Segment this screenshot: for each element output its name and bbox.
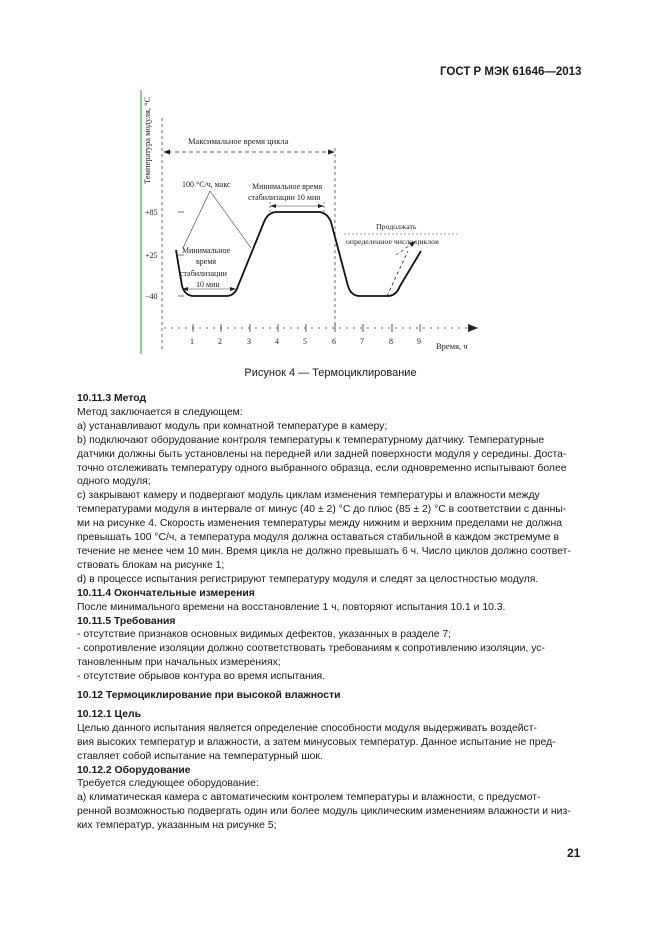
continue-label-line1: Продолжать [376,222,417,231]
paragraph: После минимального времени на восстановление 1 ч, повторяют испытания 10.1 и 10.3. [77,601,506,613]
paragraph: ренной возможностью подвергать один или более модуль циклическим изменениям влажности и низ- [77,806,571,818]
heading-10-11-4: 10.11.4 Окончательные измерения [77,587,255,599]
paragraph: b) подключают оборудование контроля температуры к температурному датчику. Температурные [77,434,545,446]
paragraph: с) закрывают камеру и подвергают модуль циклам изменения температуры и влажности между [77,490,540,502]
list-item: - сопротивление изоляции должно соответствовать требованиям к сопротивлению изоляции, ус- [77,643,545,655]
paragraph: d) в процессе испытания регистрируют температуру модуля и следят за целостностью модуля. [77,573,539,585]
paragraph: ставляет собой испытание на температурный шок. [77,750,323,762]
rate-label: 100 °C/ч, макс [182,180,231,189]
heading-10-12: 10.12 Термоциклирование при высокой влажности [77,690,341,702]
low-stab-label-line3: стабилизации [180,269,227,278]
x-tick-label-1: 1 [190,337,194,346]
paragraph: Метод заключается в следующем: [77,406,243,418]
low-stab-label-line4: 10 мин [196,280,220,289]
paragraph: ких температур, указанным на рисунке 5; [77,820,277,832]
top-stab-label-line2: стабилизации 10 мин [248,193,321,202]
heading-10-11-5: 10.11.5 Требования [77,615,176,627]
paragraph: температурами модуля в интервале от минус (40 ± 2) °C до плюс (85 ± 2) °C в соответствии с данны- [77,504,567,516]
thermal-cycle-figure [138,88,488,356]
document-header: ГОСТ Р МЭК 61646—2013 [440,66,582,78]
paragraph: превышать 100 °С/ч, а температура модуля должна оставаться стабильной в каждом экстремуме в [77,532,559,544]
x-tick-label-3: 3 [247,337,251,346]
list-item: - отсутствие признаков основных видимых дефектов, указанных в разделе 7; [77,629,452,641]
list-item: - отсутствие обрывов контура во время испытания. [77,671,326,683]
paragraph: одного модуля; [77,476,151,488]
x-tick-label-2: 2 [218,337,222,346]
max-cycle-label: Максимальное время цикла [188,136,289,146]
x-tick-label-6: 6 [332,337,336,346]
x-tick-label-5: 5 [303,337,307,346]
rate-leader-2 [210,191,251,248]
x-axis-label: Время, ч [436,341,468,351]
heading-10-12-2: 10.12.2 Оборудование [77,764,191,776]
paragraph: Целью данного испытания является определение способности модуля выдерживать воздейст- [77,722,537,734]
x-tick-label-9: 9 [417,337,421,346]
body-text [77,392,581,833]
paragraph: вия высоких температур и влажности, а затем минусовых температур. Данное испытание не пред- [77,736,556,748]
top-stab-label-line1: Минимальное время [252,182,323,191]
y-axis-label: Температура модуля, °C [142,96,152,184]
figure-caption: Рисунок 4 — Термоциклирование [244,367,417,379]
list-item: тановленным при начальных измерениях; [77,657,281,669]
heading-10-11-3: 10.11.3 Метод [77,393,147,404]
x-tick-label-7: 7 [360,337,364,346]
x-tick-label-8: 8 [389,337,393,346]
paragraph: Требуется следующее оборудование: [77,778,259,790]
paragraph: а) климатическая камера с автоматическим контролем температуры и влажности, с предусмот- [77,792,541,804]
y-tick-label-40: −40 [145,292,158,301]
rate-leader-1 [183,191,210,248]
paragraph: ствовать блокам на рисунке 1; [77,559,225,571]
paragraph: ми на рисунке 4. Скорость изменения температуры между нижним и верхним пределами не должна [77,518,562,530]
continue-label-line2: определенное число циклов [346,237,439,246]
heading-10-12-1: 10.12.1 Цель [77,708,142,720]
low-stab-label-line1: Минимальное [182,246,231,255]
paragraph: датчики должны быть установлены на передней или задней поверхности модуля у середины. Доста- [77,448,567,460]
paragraph: течение не менее чем 10 мин. Время цикла не должно превышать 6 ч. Число циклов должно соответ- [77,545,571,557]
x-tick-label-4: 4 [275,337,279,346]
x-axis-arrow [468,324,478,332]
low-stab-label-line2: время [196,257,217,266]
thermal-cycle-diagram [138,88,488,356]
page-number: 21 [567,846,581,860]
paragraph: точно отслеживать температуру одного выбранного образца, если одновременно испытывают более [77,462,567,474]
y-tick-label-85: +85 [145,208,158,217]
list-item: а) устанавливают модуль при комнатной температуре в камеру; [77,420,388,432]
y-tick-label-25: +25 [145,251,158,260]
